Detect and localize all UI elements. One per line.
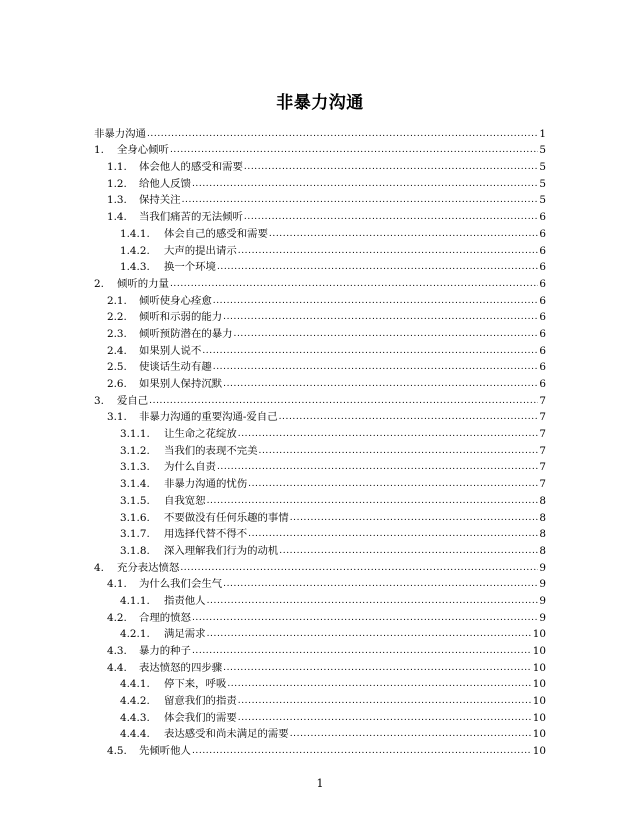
toc-dot-leader — [182, 194, 539, 207]
toc-entry-page: 10 — [532, 745, 546, 758]
toc-entry-number: 4.2. — [107, 611, 127, 624]
toc-dot-leader — [238, 245, 539, 258]
toc-entry[interactable] — [94, 625, 546, 642]
toc-entry[interactable] — [94, 224, 546, 241]
toc-dot-leader — [149, 395, 538, 408]
toc-entry[interactable] — [94, 508, 546, 525]
toc-entry[interactable] — [94, 258, 546, 275]
toc-entry-number: 2.6. — [107, 378, 127, 390]
toc-entry[interactable] — [94, 408, 546, 425]
toc-entry-title: 倾听预防潜在的暴力 — [139, 327, 233, 340]
toc-entry[interactable] — [94, 658, 546, 675]
toc-entry-number: 1.4. — [107, 211, 127, 224]
toc-entry-page: 10 — [532, 645, 546, 657]
toc-entry-number: 1.1. — [107, 161, 127, 174]
toc-entry-page: 10 — [532, 695, 546, 708]
toc-entry-page: 10 — [532, 711, 546, 724]
toc-dot-leader — [147, 128, 538, 141]
toc-entry[interactable] — [94, 191, 546, 208]
toc-entry-title: 合理的愤怒 — [139, 611, 191, 624]
toc-entry-number: 1.4.1. — [120, 227, 150, 240]
toc-entry[interactable] — [94, 308, 546, 325]
toc-entry-number: 2.2. — [107, 311, 127, 324]
toc-entry-title: 为什么自责 — [164, 461, 216, 474]
toc-entry-number: 1. — [94, 144, 104, 157]
toc-entry-page: 10 — [532, 728, 546, 741]
toc-dot-leader — [217, 261, 538, 274]
toc-entry[interactable] — [94, 608, 546, 625]
toc-entry-page: 6 — [539, 294, 546, 307]
toc-entry-title: 表达愤怒的四步骤 — [139, 661, 223, 674]
toc-entry[interactable] — [94, 725, 546, 742]
toc-entry-page: 9 — [539, 561, 546, 574]
toc-entry-title: 倾听和示弱的能力 — [139, 311, 223, 324]
toc-entry-title: 如果别人说不 — [139, 344, 202, 357]
toc-entry-page: 10 — [532, 628, 546, 641]
toc-entry-number: 3.1.7. — [120, 528, 150, 541]
toc-entry-title: 表达感受和尚未满足的需要 — [164, 728, 289, 741]
toc-entry-page: 8 — [539, 544, 546, 557]
toc-entry-page: 6 — [539, 227, 546, 240]
toc-entry-title: 让生命之花绽放 — [164, 428, 237, 441]
toc-entry-page: 6 — [539, 327, 546, 340]
toc-dot-leader — [234, 328, 539, 341]
table-of-contents — [94, 124, 546, 758]
toc-dot-leader — [207, 495, 539, 508]
toc-dot-leader — [223, 378, 538, 391]
toc-entry-number: 4.4.1. — [120, 678, 150, 691]
toc-dot-leader — [279, 545, 538, 558]
toc-entry-page: 9 — [539, 578, 546, 591]
page-number: 1 — [316, 777, 324, 790]
toc-entry[interactable] — [94, 157, 546, 174]
toc-dot-leader — [223, 311, 538, 324]
toc-entry[interactable] — [94, 124, 546, 141]
toc-entry-title: 满足需求 — [164, 628, 206, 641]
toc-entry[interactable] — [94, 708, 546, 725]
toc-dot-leader — [213, 361, 539, 374]
toc-entry[interactable] — [94, 207, 546, 224]
toc-entry-title: 换一个环境 — [164, 261, 216, 274]
toc-entry[interactable] — [94, 324, 546, 341]
toc-entry[interactable] — [94, 541, 546, 558]
toc-dot-leader — [192, 645, 532, 658]
toc-entry[interactable] — [94, 641, 546, 658]
toc-entry-title: 不要做没有任何乐趣的事情 — [164, 511, 289, 524]
toc-entry-page: 6 — [539, 261, 546, 274]
toc-entry-title: 暴力的种子 — [139, 645, 191, 657]
toc-entry-page: 8 — [539, 511, 546, 524]
toc-dot-leader — [238, 695, 532, 708]
toc-entry-title: 体会自己的感受和需要 — [164, 227, 268, 240]
toc-entry-page: 5 — [539, 144, 546, 157]
toc-entry-title: 非暴力沟通的忧伤 — [164, 478, 248, 491]
toc-entry-number: 4.1. — [107, 578, 127, 591]
toc-dot-leader — [223, 662, 532, 675]
toc-entry-number: 3.1.2. — [120, 444, 150, 457]
toc-entry-title: 保持关注 — [139, 194, 181, 207]
toc-entry-number: 3.1.4. — [120, 478, 150, 491]
toc-entry-page: 6 — [539, 244, 546, 257]
toc-entry-page: 6 — [539, 361, 546, 374]
toc-entry-number: 4.3. — [107, 645, 127, 657]
toc-entry-title: 如果别人保持沉默 — [139, 378, 223, 390]
toc-dot-leader — [290, 512, 539, 525]
toc-entry-number: 3.1.3. — [120, 461, 150, 474]
toc-dot-leader — [227, 678, 531, 691]
toc-dot-leader — [170, 144, 538, 157]
toc-dot-leader — [192, 745, 532, 758]
toc-entry-page: 7 — [539, 461, 546, 474]
toc-entry-page: 5 — [539, 177, 546, 190]
toc-entry[interactable] — [94, 441, 546, 458]
toc-entry-title: 大声的提出请示 — [164, 244, 237, 257]
toc-entry-page: 8 — [539, 494, 546, 507]
toc-dot-leader — [248, 528, 538, 541]
toc-dot-leader — [238, 712, 532, 725]
toc-entry-number: 1.2. — [107, 177, 127, 190]
toc-entry-title: 充分表达愤怒 — [117, 561, 180, 574]
toc-entry-title: 使谈话生动有趣 — [139, 361, 212, 374]
toc-entry-title: 留意我们的指责 — [164, 695, 237, 708]
toc-entry-page: 6 — [539, 344, 546, 357]
toc-entry-page: 8 — [539, 528, 546, 541]
toc-entry-page: 10 — [532, 678, 546, 691]
toc-entry-page: 7 — [539, 478, 546, 491]
toc-dot-leader — [279, 411, 539, 424]
toc-dot-leader — [192, 178, 538, 191]
toc-entry-page: 6 — [539, 378, 546, 390]
toc-entry-number: 1.4.3. — [120, 261, 150, 274]
toc-entry-number: 1.4.2. — [120, 244, 150, 257]
toc-entry-page: 6 — [539, 277, 546, 290]
toc-entry-page: 6 — [539, 311, 546, 324]
toc-entry-number: 4.2.1. — [120, 628, 150, 641]
toc-entry-title: 倾听的力量 — [117, 277, 169, 290]
toc-dot-leader — [213, 295, 539, 308]
toc-entry-title: 非暴力沟通 — [94, 127, 146, 140]
toc-entry[interactable] — [94, 575, 546, 592]
toc-entry-number: 4. — [94, 561, 104, 574]
toc-entry-title: 指责他人 — [164, 594, 206, 607]
toc-dot-leader — [207, 628, 532, 641]
toc-entry[interactable] — [94, 374, 546, 391]
toc-entry-page: 5 — [539, 161, 546, 174]
toc-dot-leader — [244, 161, 538, 174]
toc-entry-page: 5 — [539, 194, 546, 207]
toc-entry[interactable] — [94, 458, 546, 475]
toc-entry-page: 7 — [539, 428, 546, 441]
toc-entry-number: 2. — [94, 277, 104, 290]
toc-entry-number: 3.1.6. — [120, 511, 150, 524]
toc-entry-number: 4.4.3. — [120, 711, 150, 724]
toc-dot-leader — [192, 612, 538, 625]
toc-dot-leader — [202, 345, 538, 358]
toc-entry[interactable] — [94, 141, 546, 158]
toc-entry[interactable] — [94, 491, 546, 508]
toc-entry-title: 体会我们的需要 — [164, 711, 237, 724]
toc-entry-number: 4.4. — [107, 661, 127, 674]
toc-entry-title: 停下来，呼吸 — [164, 678, 227, 691]
toc-entry-number: 2.5. — [107, 361, 127, 374]
toc-entry[interactable] — [94, 274, 546, 291]
toc-entry[interactable] — [94, 691, 546, 708]
toc-entry[interactable] — [94, 474, 546, 491]
toc-dot-leader — [180, 562, 538, 575]
toc-dot-leader — [248, 478, 538, 491]
toc-dot-leader — [244, 211, 538, 224]
toc-entry-number: 2.3. — [107, 327, 127, 340]
toc-entry[interactable] — [94, 391, 546, 408]
toc-entry[interactable] — [94, 525, 546, 542]
toc-dot-leader — [290, 728, 532, 741]
toc-dot-leader — [170, 278, 538, 291]
toc-entry-number: 4.4.4. — [120, 728, 150, 741]
toc-entry-title: 给他人反馈 — [139, 177, 191, 190]
toc-entry[interactable] — [94, 241, 546, 258]
toc-entry[interactable] — [94, 358, 546, 375]
toc-entry-title: 自我宽恕 — [164, 494, 206, 507]
toc-entry-page: 6 — [539, 211, 546, 224]
toc-entry-page: 7 — [539, 394, 546, 407]
toc-entry-number: 2.4. — [107, 344, 127, 357]
toc-entry-title: 非暴力沟通的重要沟通-爱自己 — [139, 411, 278, 424]
toc-entry-page: 9 — [539, 611, 546, 624]
toc-entry[interactable] — [94, 341, 546, 358]
toc-entry[interactable] — [94, 558, 546, 575]
toc-entry-number: 3.1.1. — [120, 428, 150, 441]
toc-dot-leader — [223, 578, 538, 591]
toc-entry-page: 1 — [539, 127, 546, 140]
toc-entry[interactable] — [94, 174, 546, 191]
toc-entry[interactable] — [94, 675, 546, 692]
toc-entry-page: 7 — [539, 444, 546, 457]
toc-entry-page: 9 — [539, 594, 546, 607]
toc-entry-title: 当我们的表现不完美 — [164, 444, 258, 457]
toc-entry-title: 先倾听他人 — [139, 745, 191, 758]
toc-entry[interactable] — [94, 424, 546, 441]
toc-entry-number: 3.1.8. — [120, 544, 150, 557]
toc-entry-number: 1.3. — [107, 194, 127, 207]
toc-entry-number: 3.1.5. — [120, 494, 150, 507]
toc-dot-leader — [238, 428, 539, 441]
toc-dot-leader — [207, 595, 539, 608]
toc-entry-title: 倾听使身心痊愈 — [139, 294, 212, 307]
toc-entry-page: 10 — [532, 661, 546, 674]
toc-entry-number: 4.5. — [107, 745, 127, 758]
toc-entry-number: 3. — [94, 394, 104, 407]
toc-entry-number: 4.4.2. — [120, 695, 150, 708]
toc-entry-title: 为什么我们会生气 — [139, 578, 223, 591]
toc-entry[interactable] — [94, 291, 546, 308]
toc-dot-leader — [217, 461, 538, 474]
toc-dot-leader — [259, 445, 539, 458]
toc-entry-title: 爱自己 — [117, 394, 149, 407]
toc-entry-title: 体会他人的感受和需要 — [139, 161, 243, 174]
toc-entry-number: 3.1. — [107, 411, 127, 424]
toc-entry-number: 2.1. — [107, 294, 127, 307]
toc-entry-number: 4.1.1. — [120, 594, 150, 607]
toc-entry-page: 7 — [539, 411, 546, 424]
toc-entry-title: 深入理解我们行为的动机 — [164, 544, 279, 557]
toc-entry-title: 用选择代替不得不 — [164, 528, 248, 541]
toc-entry-title: 当我们痛苦的无法倾听 — [139, 211, 243, 224]
toc-entry[interactable] — [94, 741, 546, 758]
toc-dot-leader — [269, 228, 538, 241]
toc-entry-title: 全身心倾听 — [117, 144, 169, 157]
toc-entry[interactable] — [94, 591, 546, 608]
document-title: 非暴力沟通 — [276, 93, 364, 113]
